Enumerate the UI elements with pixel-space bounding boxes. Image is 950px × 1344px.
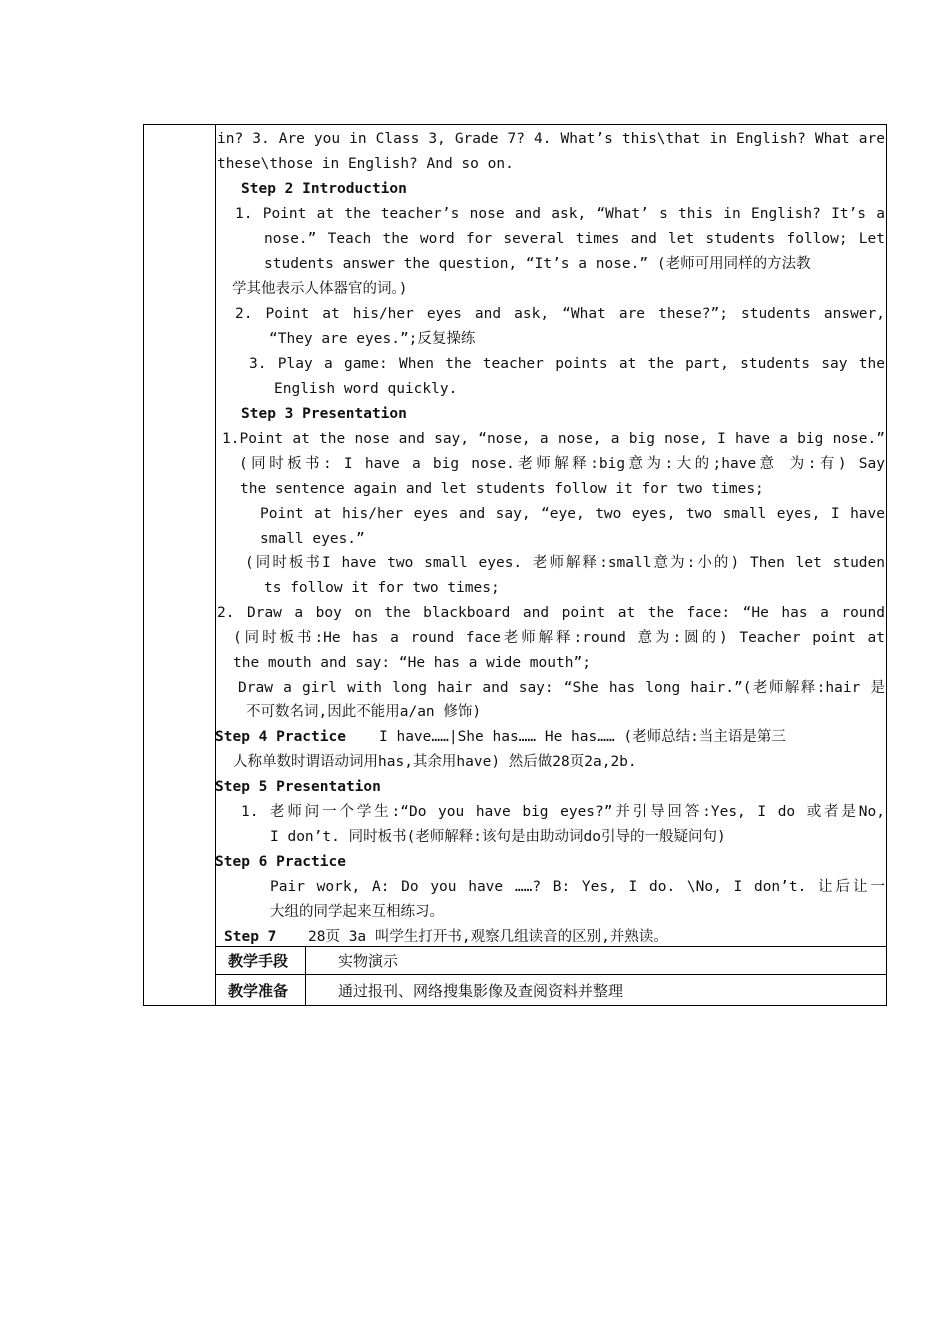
text-line: I have……|She has…… He has…… (老师总结:当主语是第三: [379, 729, 786, 745]
table-inner-divider: [305, 946, 306, 1006]
text-line: 不可数名词,因此不能用a/an 修饰): [246, 704, 482, 720]
text-line: Draw a girl with long hair and say: “She has long hair.”(老师解释:hair 是: [238, 680, 885, 696]
text-line: (同时板书:He has a round face老师解释:round 意为:圆的) Teacher point at: [233, 630, 885, 646]
text-line: Point at his/her eyes and say, “eye, two eyes, two small eyes, I have: [260, 506, 885, 522]
text-line: 人称单数时谓语动词用has,其余用have) 然后做28页2a,2b.: [233, 754, 637, 770]
text-line: 28页 3a 叫学生打开书,观察几组读音的区别,并熟读。: [308, 929, 668, 945]
text-line: ts follow it for two times;: [264, 580, 500, 596]
text-line: 2. Point at his/her eyes and ask, “What are these?”; students answer,: [235, 306, 885, 322]
table-column-divider: [215, 124, 216, 1006]
table-bottom-border: [143, 1005, 887, 1006]
table-row-divider-2: [215, 974, 887, 975]
text-line: these\those in English? And so on.: [217, 156, 514, 172]
step-heading: Step 5 Presentation: [215, 779, 381, 795]
text-line: Pair work, A: Do you have ……? B: Yes, I do. \No, I don’t. 让后让一: [270, 879, 885, 895]
text-line: (同时板书: I have a big nose.老师解释:big意为:大的;have意 为:有) Say: [239, 456, 885, 472]
text-line: 3. Play a game: When the teacher points at the part, students say the: [249, 356, 885, 372]
text-line: students answer the question, “It’s a nose.” (老师可用同样的方法教: [264, 256, 811, 272]
text-line: (同时板书I have two small eyes. 老师解释:small意为:小的) Then let studen: [245, 555, 885, 571]
text-line: small eyes.”: [260, 531, 365, 547]
table-top-border: [143, 124, 887, 125]
text-line: 1. 老师问一个学生:“Do you have big eyes?”并引导回答:Yes, I do 或者是No,: [241, 804, 885, 820]
text-line: the sentence again and let students follow it for two times;: [240, 481, 764, 497]
table-label-teaching-prep: 教学准备: [228, 982, 289, 1000]
step-heading: Step 2 Introduction: [241, 181, 407, 197]
table-left-border: [143, 124, 144, 1006]
text-line: 学其他表示人体器官的词。): [232, 281, 408, 297]
step-heading: Step 6 Practice: [215, 854, 346, 870]
text-line: the mouth and say: “He has a wide mouth”;: [233, 655, 591, 671]
text-line: 2. Draw a boy on the blackboard and point at the face: “He has a round: [217, 605, 885, 621]
table-value-teaching-method: 实物演示: [338, 952, 399, 970]
table-right-border: [886, 124, 887, 1006]
text-line: English word quickly.: [274, 381, 458, 397]
table-label-teaching-method: 教学手段: [228, 952, 289, 970]
table-value-teaching-prep: 通过报刊、网络搜集影像及查阅资料并整理: [338, 982, 624, 1000]
text-line: nose.” Teach the word for several times and let students follow; Let: [264, 231, 885, 247]
text-line: “They are eyes.”;反复操练: [269, 331, 476, 347]
text-line: in? 3. Are you in Class 3, Grade 7? 4. What’s this\that in English? What are: [217, 131, 885, 147]
step-heading: Step 3 Presentation: [241, 406, 407, 422]
step-heading: Step 7: [224, 929, 277, 945]
step-heading: Step 4 Practice: [215, 729, 346, 745]
text-line: 1. Point at the teacher’s nose and ask, “What’ s this in English? It’s a: [235, 206, 885, 222]
text-line: I don’t. 同时板书(老师解释:该句是由助动词do引导的一般疑问句): [270, 829, 726, 845]
text-line: 大组的同学起来互相练习。: [270, 904, 444, 920]
text-line: 1.Point at the nose and say, “nose, a nose, a big nose, I have a big nose.”: [222, 431, 885, 447]
